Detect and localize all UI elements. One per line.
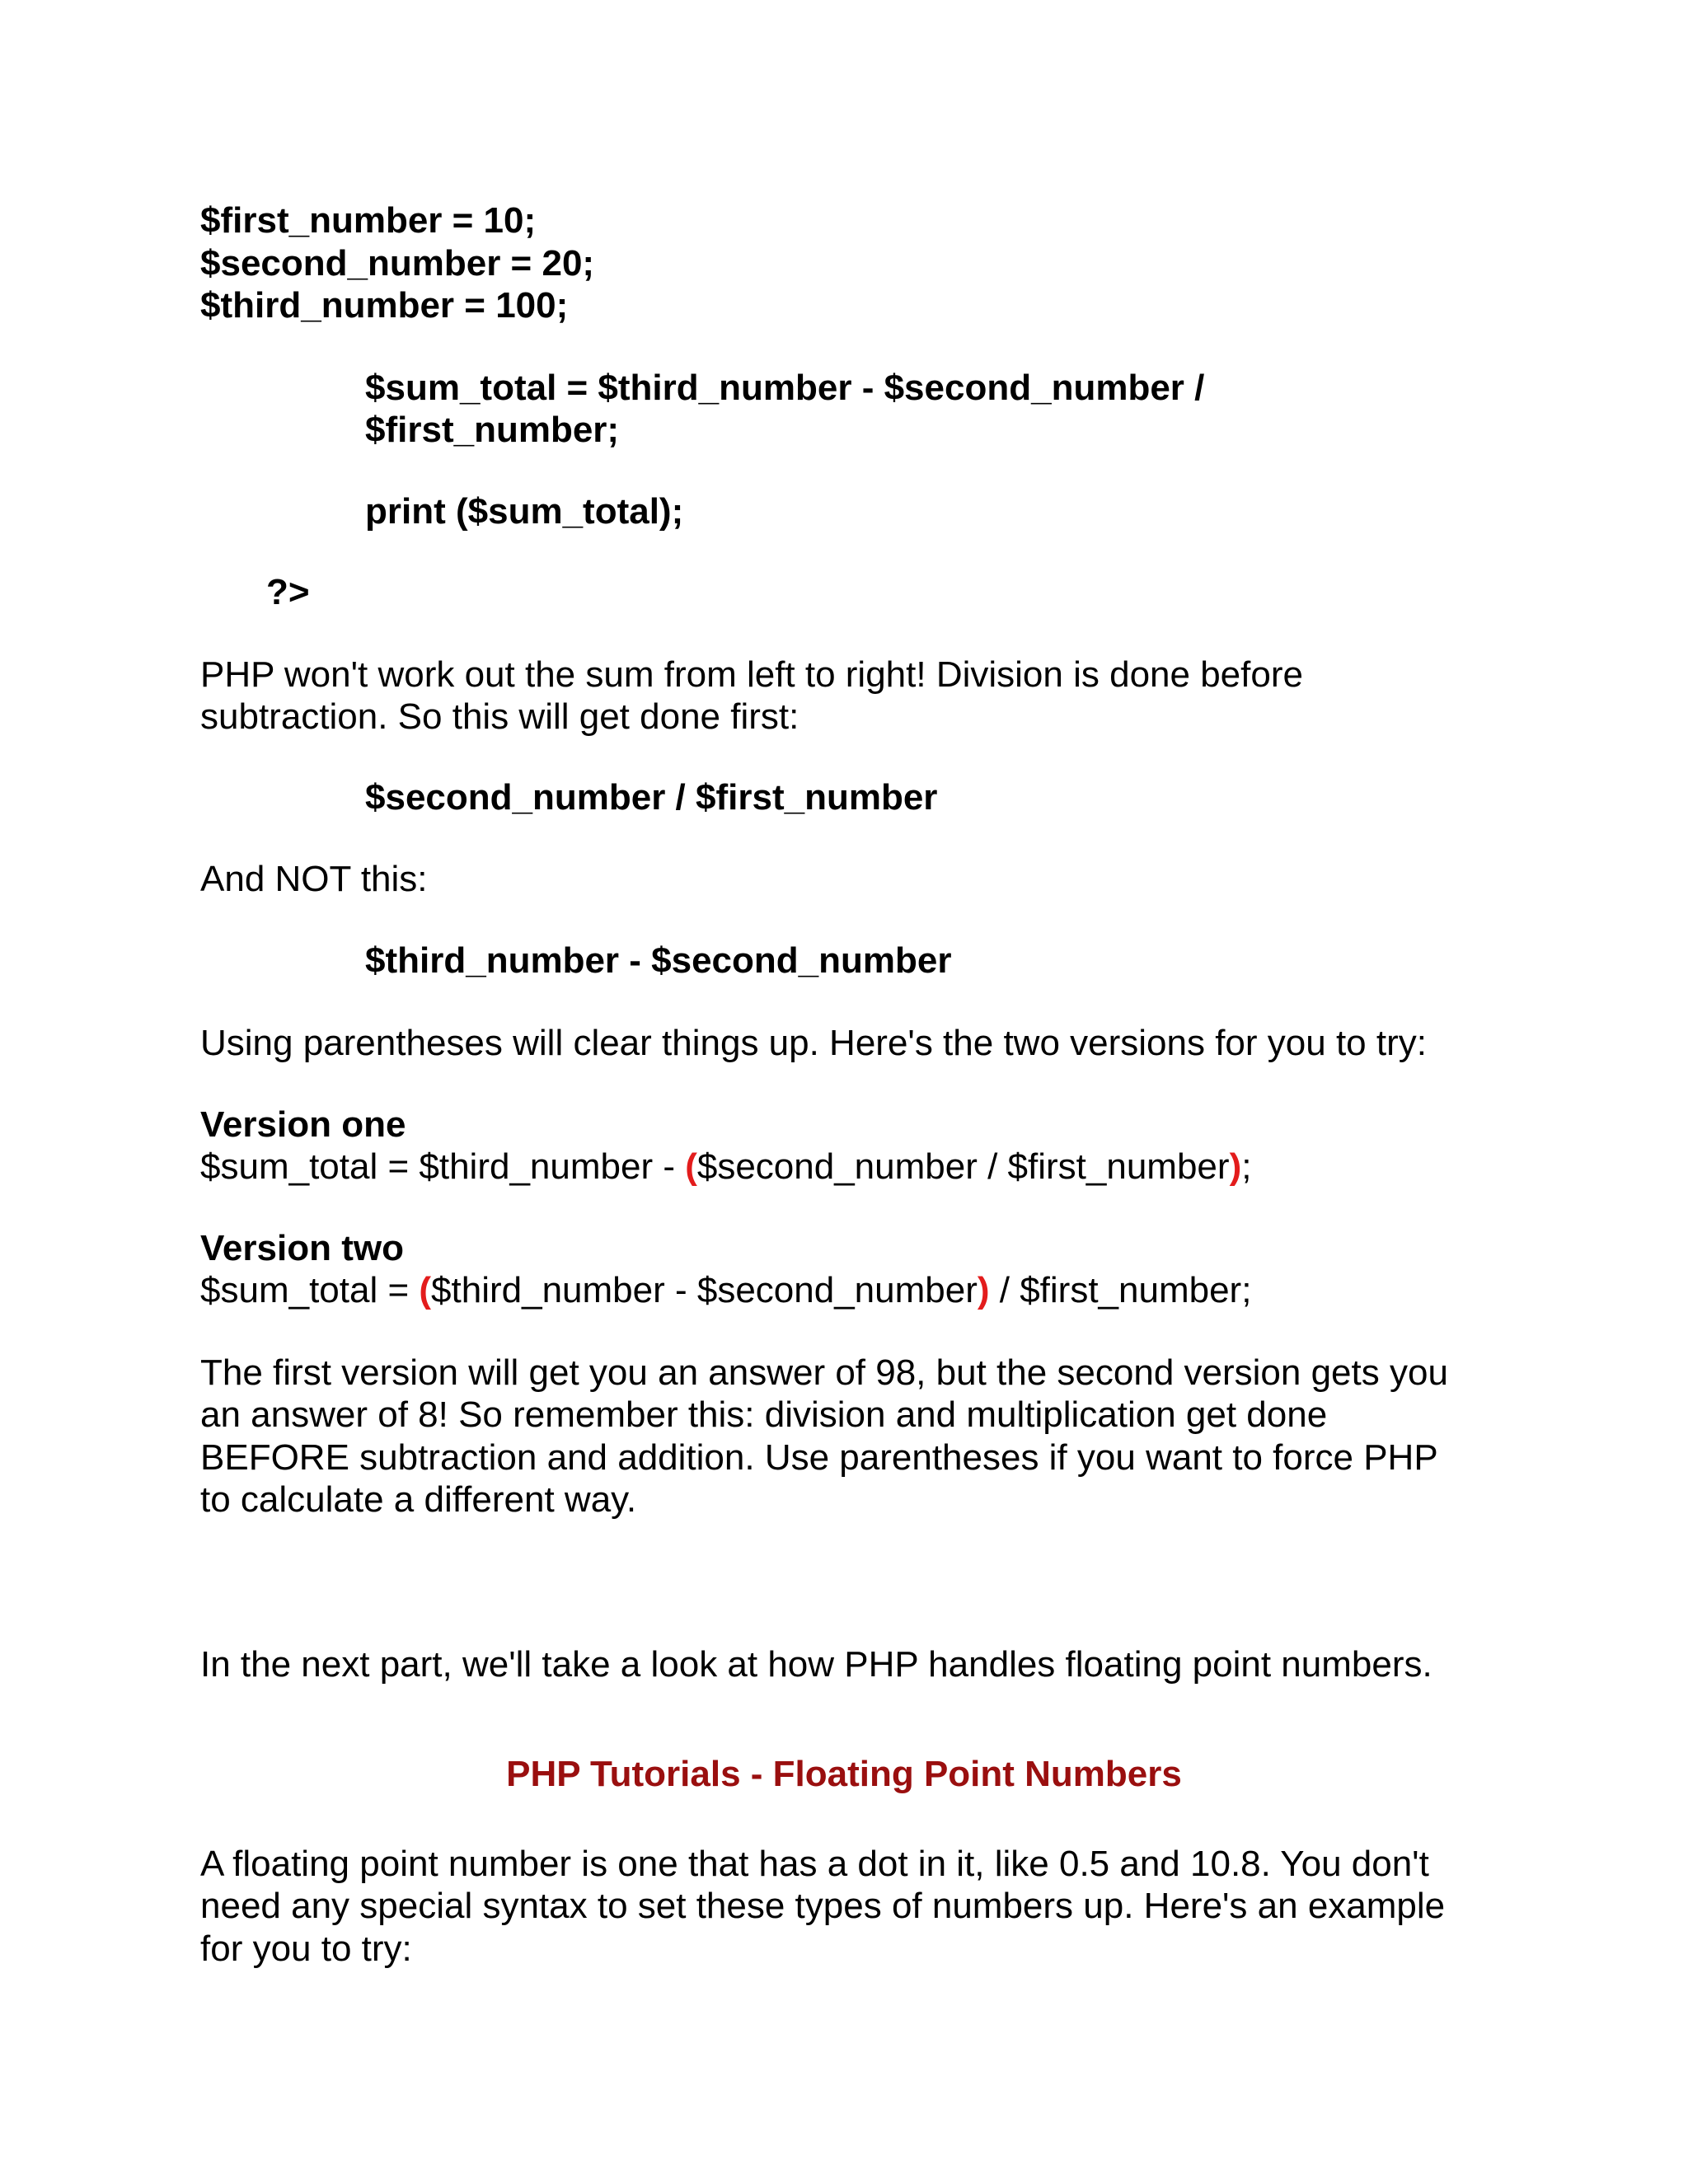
code-line-sum-total-1: $sum_total = $third_number - $second_number /	[365, 368, 1205, 408]
version-one-code-mid: $second_number / $first_number	[696, 1146, 1230, 1187]
code-line-second-number: $second_number = 20;	[200, 243, 595, 284]
version-one-code	[200, 1146, 1251, 1188]
conclusion-line-2: an answer of 8! So remember this: division and multiplication get done	[200, 1394, 1328, 1435]
version-two-code-post: / $first_number;	[989, 1270, 1252, 1310]
section-heading: PHP Tutorials - Floating Point Numbers	[506, 1754, 1182, 1794]
code-close-tag: ?>	[266, 572, 310, 612]
code-not-expression: $third_number - $second_number	[365, 940, 952, 981]
version-two-code-mid: $third_number - $second_number	[431, 1270, 978, 1310]
explanation-line-1: PHP won't work out the sum from left to right! Division is done before	[200, 654, 1303, 695]
parentheses-intro-text: Using parentheses will clear things up. Here's the two versions for you to try:	[200, 1023, 1427, 1063]
code-first-expression: $second_number / $first_number	[365, 777, 938, 818]
version-two-open-paren: (	[419, 1270, 432, 1310]
version-one-open-paren: (	[685, 1146, 697, 1187]
version-two-label: Version two	[200, 1228, 404, 1268]
version-one-code-post: ;	[1241, 1146, 1252, 1187]
version-two-code	[200, 1269, 1251, 1312]
version-one-close-paren: )	[1229, 1146, 1242, 1187]
version-two-close-paren: )	[977, 1270, 990, 1310]
conclusion-line-1: The first version will get you an answer of 98, but the second version gets you	[200, 1352, 1448, 1393]
conclusion-line-4: to calculate a different way.	[200, 1479, 637, 1520]
version-one-label: Version one	[200, 1104, 406, 1145]
version-one-code-pre: $sum_total = $third_number -	[200, 1146, 686, 1187]
section-body-line-1: A floating point number is one that has a dot in it, like 0.5 and 10.8. You don't	[200, 1844, 1429, 1884]
code-line-print: print ($sum_total);	[365, 491, 684, 532]
code-line-sum-total-2: $first_number;	[365, 410, 620, 450]
conclusion-line-3: BEFORE subtraction and addition. Use parentheses if you want to force PHP	[200, 1437, 1438, 1478]
next-part-text: In the next part, we'll take a look at how PHP handles floating point numbers.	[200, 1644, 1432, 1685]
section-body-line-2: need any special syntax to set these types of numbers up. Here's an example	[200, 1886, 1446, 1926]
section-body-line-3: for you to try:	[200, 1929, 412, 1969]
and-not-this-text: And NOT this:	[200, 859, 428, 899]
explanation-line-2: subtraction. So this will get done first:	[200, 696, 799, 737]
code-line-third-number: $third_number = 100;	[200, 285, 569, 326]
version-two-code-pre: $sum_total =	[200, 1270, 420, 1310]
code-line-first-number: $first_number = 10;	[200, 200, 537, 241]
